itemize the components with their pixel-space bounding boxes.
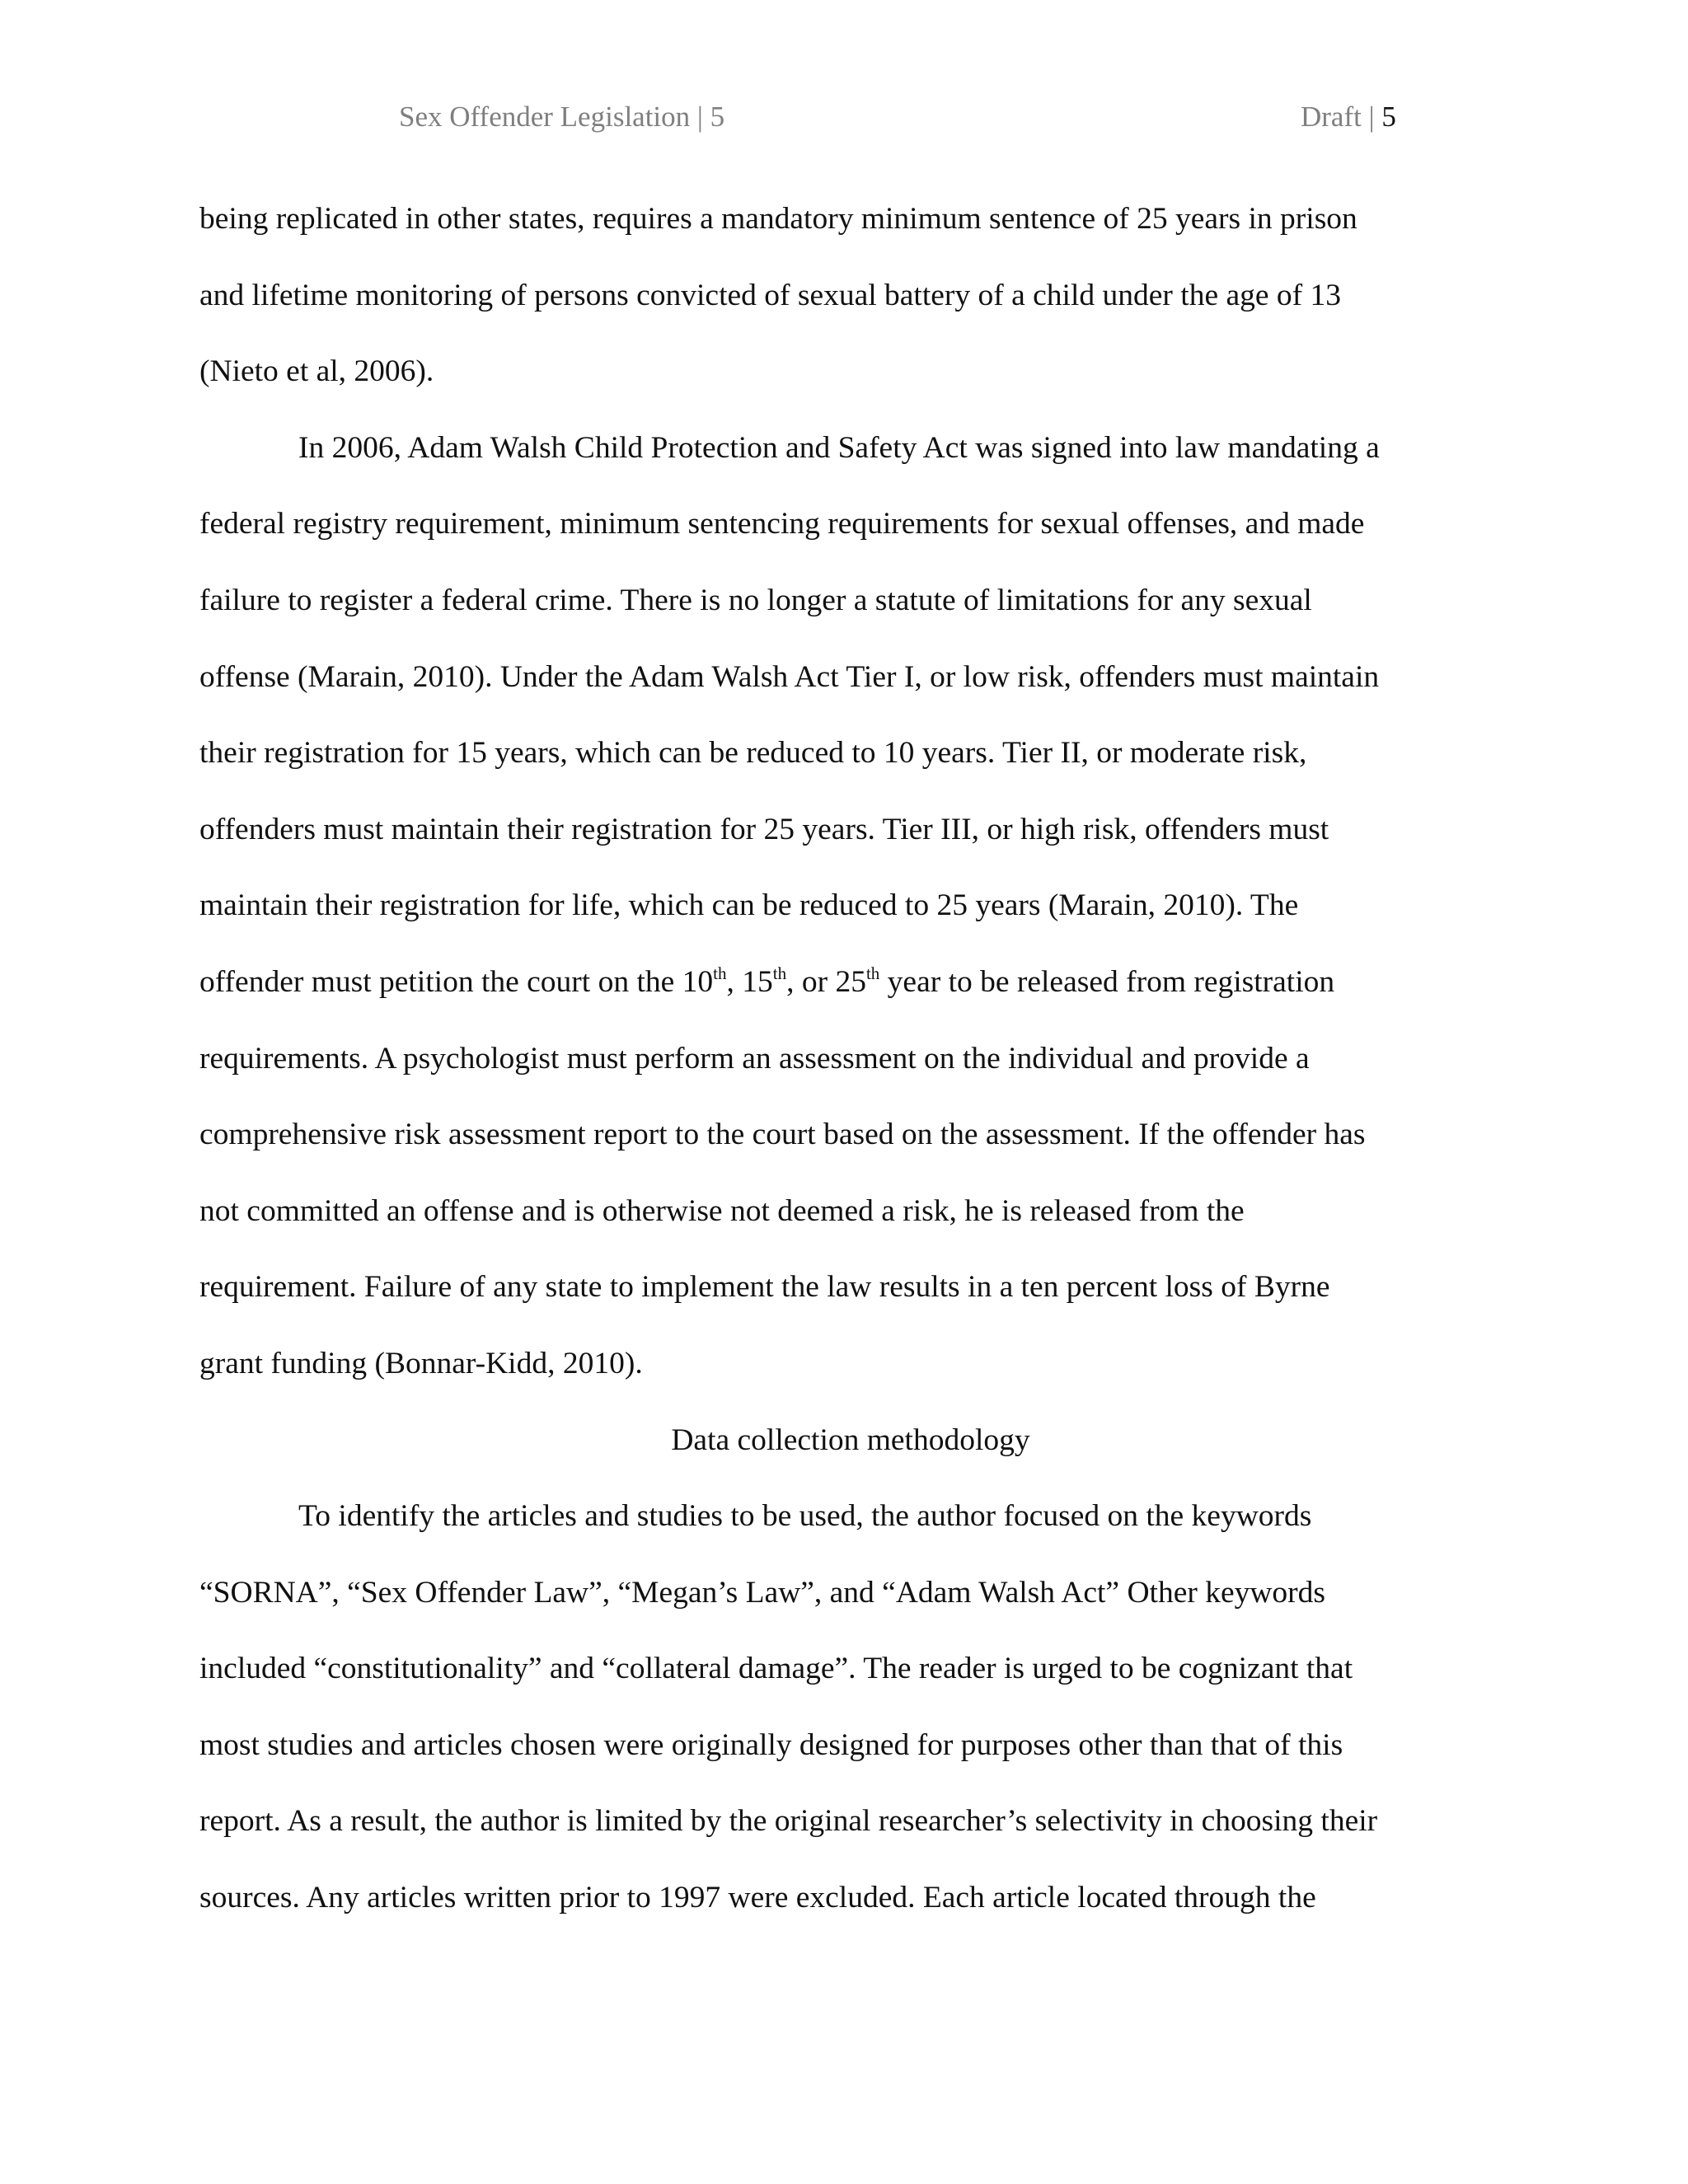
text-line: and lifetime monitoring of persons convicted of sexual battery of a child under the age of 13 [199, 278, 1341, 312]
paragraph-start-line: In 2006, Adam Walsh Child Protection and Safety Act was signed into law mandating a [298, 430, 1380, 465]
running-header-title: Sex Offender Legislation | 5 [399, 101, 725, 133]
text-line: requirements. A psychologist must perform an assessment on the individual and provide a [199, 1041, 1310, 1076]
running-header-page [1301, 97, 1396, 137]
text-line: requirement. Failure of any state to implement the law results in a ten percent loss of Byrne [199, 1270, 1330, 1305]
text-line: comprehensive risk assessment report to the court based on the assessment. If the offender has [199, 1118, 1366, 1152]
text-line: sources. Any articles written prior to 1997 were excluded. Each article located through the [199, 1881, 1316, 1915]
draft-label: Draft [1301, 101, 1362, 133]
text-line: most studies and articles chosen were originally designed for purposes other than that of this [199, 1727, 1343, 1762]
text-line: grant funding (Bonnar-Kidd, 2010). [199, 1346, 643, 1380]
text-line: being replicated in other states, requires a mandatory minimum sentence of 25 years in prison [199, 202, 1357, 236]
text-line: failure to register a federal crime. There is no longer a statute of limitations for any sexual [199, 583, 1312, 617]
text-line: their registration for 15 years, which can be reduced to 10 years. Tier II, or moderate risk, [199, 736, 1307, 771]
text-line: included “constitutionality” and “collateral damage”. The reader is urged to be cognizant that [199, 1652, 1353, 1686]
paragraph-start-line: To identify the articles and studies to be used, the author focused on the keywords [298, 1499, 1312, 1534]
petition-line: offender must petition the court on the 10th, 15th, or 25th year to be released from registration [199, 963, 1335, 999]
section-heading: Data collection methodology [671, 1422, 1030, 1457]
text-line: not committed an offense and is otherwise not deemed a risk, he is released from the [199, 1193, 1245, 1228]
text-line: maintain their registration for life, which can be reduced to 25 years (Marain, 2010). The [199, 888, 1299, 923]
body-text [199, 196, 1502, 1952]
text-line: “SORNA”, “Sex Offender Law”, “Megan’s Law”, and “Adam Walsh Act” Other keywords [199, 1575, 1326, 1610]
header-separator: | [1368, 101, 1375, 133]
text-line: federal registry requirement, minimum sentencing requirements for sexual offenses, and made [199, 507, 1365, 541]
text-line: (Nieto et al, 2006). [199, 354, 434, 389]
text-line: offense (Marain, 2010). Under the Adam Walsh Act Tier I, or low risk, offenders must maintain [199, 659, 1380, 694]
text-line: report. As a result, the author is limited by the original researcher’s selectivity in choosing their [199, 1804, 1378, 1839]
page-number: 5 [1381, 101, 1396, 133]
text-line: offenders must maintain their registration for 25 years. Tier III, or high risk, offenders must [199, 812, 1329, 846]
